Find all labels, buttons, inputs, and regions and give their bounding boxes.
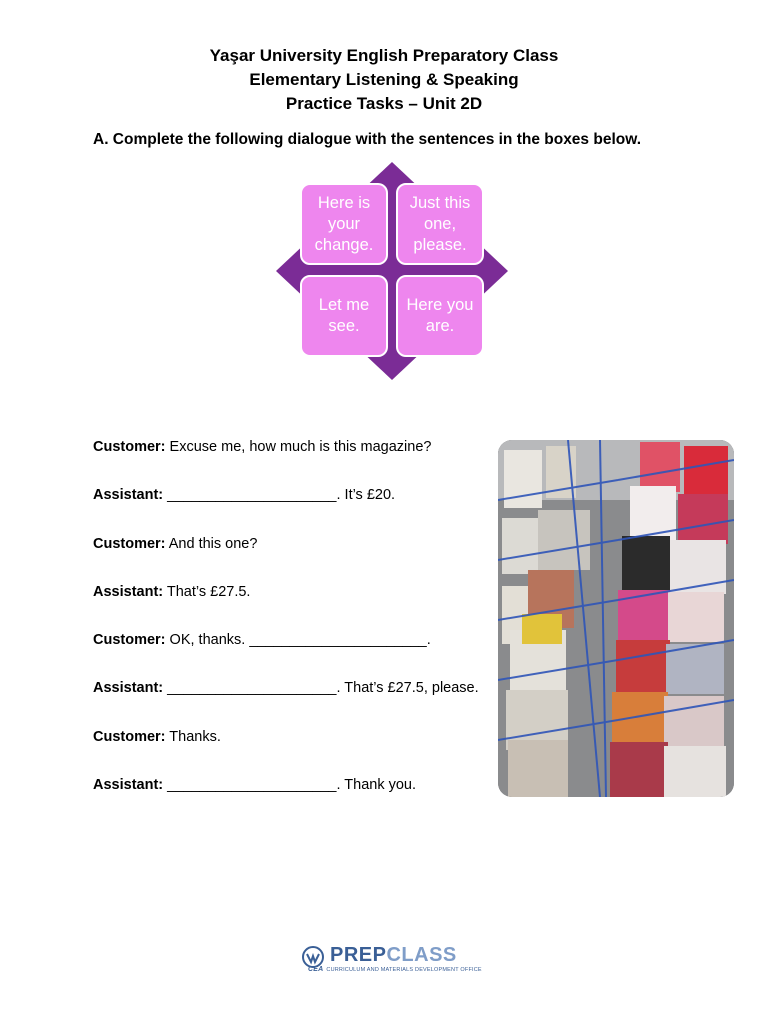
- logo-subtitle: [308, 966, 482, 973]
- dialogue-line: [93, 582, 493, 630]
- dialogue-line: [93, 630, 493, 678]
- dialogue-text: _____________________. It’s £20.: [163, 487, 396, 504]
- prepclass-logo: [296, 944, 482, 978]
- dialogue-line: [93, 775, 493, 823]
- dialogue-line: [93, 727, 493, 775]
- dialogue-line: [93, 678, 493, 726]
- header-line-1: Yaşar University English Preparatory Class: [209, 46, 559, 65]
- logo-cea: CEA: [308, 966, 324, 973]
- sentence-box-1: Here is your change.: [300, 183, 388, 265]
- header-line-3: Practice Tasks – Unit 2D: [285, 94, 483, 113]
- prepclass-logo-icon: [300, 946, 326, 968]
- sentence-box-diagram: [276, 162, 508, 380]
- speaker-label: Customer:: [93, 728, 166, 745]
- logo-word-prep: PREP: [330, 944, 387, 966]
- dialogue-line: [93, 485, 493, 533]
- sentence-box-4: Here you are.: [396, 275, 484, 357]
- dialogue-text: Excuse me, how much is this magazine?: [165, 439, 432, 455]
- speaker-label: Customer:: [93, 535, 166, 552]
- dialogue: [93, 437, 493, 823]
- speaker-label: Assistant:: [93, 487, 164, 504]
- dialogue-text: Thanks.: [165, 728, 221, 745]
- speaker-label: Assistant:: [93, 777, 164, 794]
- dialogue-text: _____________________. Thank you.: [163, 777, 417, 794]
- dialogue-text: OK, thanks. ______________________.: [165, 632, 431, 649]
- speaker-label: Customer:: [93, 632, 166, 649]
- sentence-box-2: Just this one, please.: [396, 183, 484, 265]
- dialogue-line: [93, 534, 493, 582]
- dialogue-text: _____________________. That’s £27.5, please.: [163, 680, 479, 697]
- logo-word-class: CLASS: [386, 944, 457, 966]
- dialogue-text: And this one?: [165, 535, 258, 552]
- speaker-label: Assistant:: [93, 680, 164, 697]
- document-header: [0, 44, 768, 116]
- logo-office: CURRICULUM AND MATERIALS DEVELOPMENT OFFICE: [326, 967, 482, 973]
- header-line-2: Elementary Listening & Speaking: [249, 70, 519, 89]
- logo-wordmark: [330, 944, 457, 967]
- instruction-text: A. Complete the following dialogue with the sentences in the boxes below.: [93, 131, 642, 148]
- speaker-label: Customer:: [93, 439, 166, 455]
- speaker-label: Assistant:: [93, 583, 164, 600]
- dialogue-text: That’s £27.5.: [163, 583, 251, 600]
- magazine-rack-photo: [498, 440, 734, 797]
- sentence-box-3: Let me see.: [300, 275, 388, 357]
- dialogue-line: [93, 437, 493, 485]
